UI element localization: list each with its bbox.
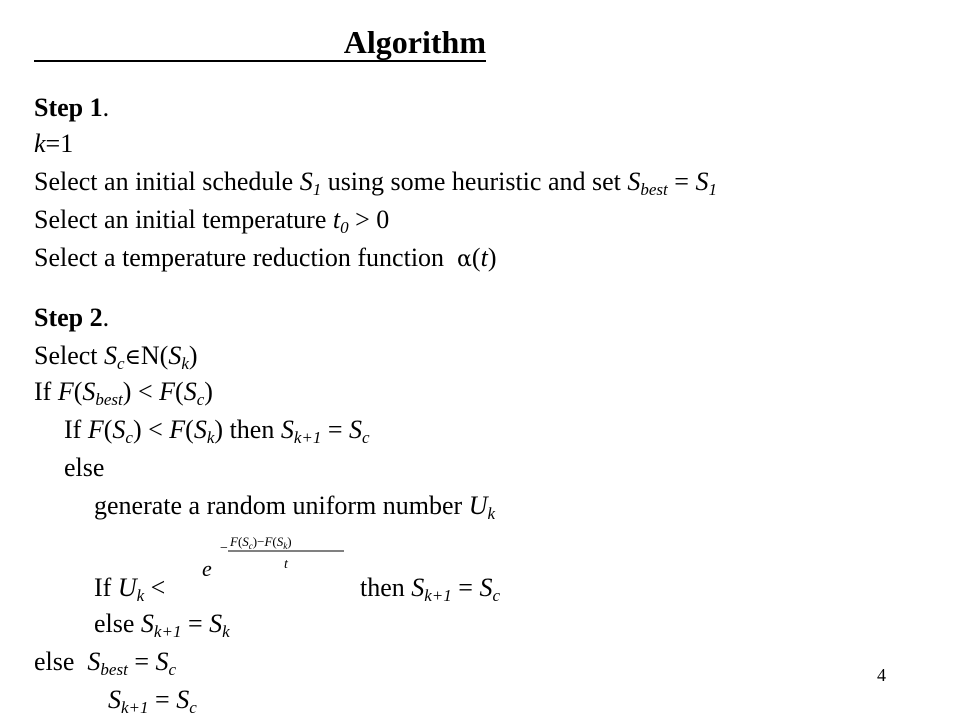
if-best-line: If $F(S_{best}) < F(S_c)$ — [34, 377, 213, 409]
initial-schedule-line: Select an initial schedule $S_1$ using some heuristic and set $S_{best} = S_1$ — [34, 167, 717, 199]
slide-title: Algorithm — [34, 22, 486, 62]
else-next-line: $S_{k+1} = S_c$ — [108, 685, 197, 717]
else-keep-line: else $S_{k+1} = S_k$ — [94, 609, 230, 641]
else-best-line: else $S_{best} = S_c$ — [34, 647, 177, 679]
step1-heading: Step 1. — [34, 93, 110, 122]
exponent-minus: − — [220, 541, 228, 556]
if-accept-left: If $U_k$ < — [94, 573, 166, 605]
initial-temperature-line: Select an initial temperature $t_0 > 0$ — [34, 205, 390, 237]
generate-uniform-line: generate a random uniform number $U_k$ — [94, 491, 496, 523]
exponent-denominator: t — [284, 557, 288, 572]
exponent-numerator: $F(S_c)-F(S_k)$ — [230, 534, 292, 551]
exponential-formula — [196, 528, 366, 586]
if-accept-right: then $S_{k+1} = S_c$ — [360, 573, 501, 605]
reduction-function-line: Select a temperature reduction function α(t) — [34, 243, 497, 272]
page-number: 4 — [877, 665, 886, 685]
k-init-line: k=1 — [34, 129, 74, 158]
exponent-e: e — [202, 556, 212, 581]
else-line-1: else — [64, 453, 105, 482]
select-neighbor-line: Select $S_c\in N(S_k)$ — [34, 341, 198, 373]
if-improve-line: If $F(S_c) < F(S_k)$ then $S_{k+1} = S_c$ — [64, 415, 370, 447]
step2-heading: Step 2. — [34, 303, 110, 332]
